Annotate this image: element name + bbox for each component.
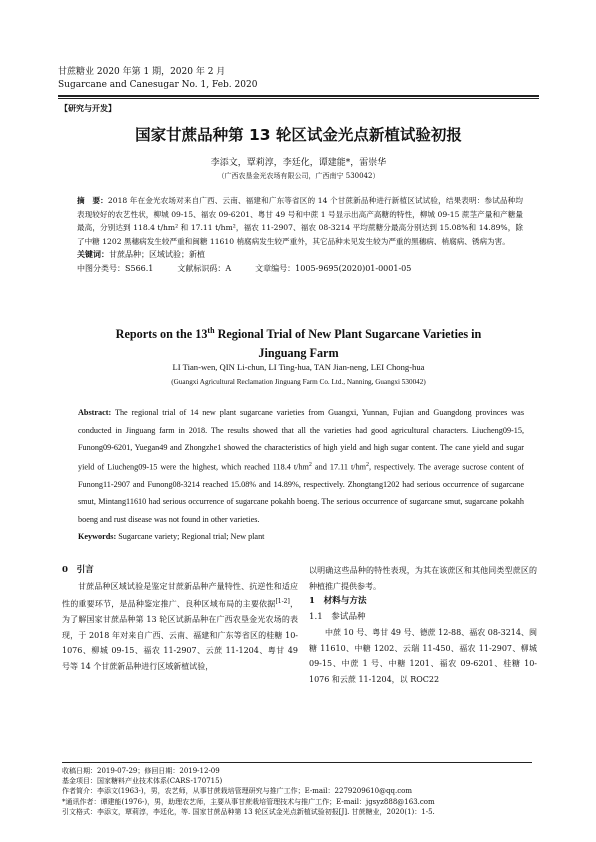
en-title-part2: Regional Trial of New Plant Sugarcane Varieties in [214, 327, 482, 342]
cn-keywords-text: 甘蔗品种；区域试验；新植 [109, 250, 205, 260]
en-sup: 2 [366, 461, 370, 468]
en-abstract-label: Abstract: [78, 408, 112, 417]
doc-code-value: A [225, 263, 232, 273]
footnote-citation: 引文格式：李添文，覃莉淳，李廷化，等. 国家甘蔗品种第 13 轮区试金光点新植试验初报[J]. 甘蔗糖业，2020(1)：1-5. [62, 807, 435, 816]
journal-header-en: Sugarcane and Canesugar No. 1, Feb. 2020 [58, 80, 258, 90]
doc-code-label: 文献标识码： [177, 263, 226, 273]
en-abstract-block [78, 404, 524, 546]
en-abstract-text-c: , respectively. The average sucrose content of Funong11-2907 and Funong08-3214 reached 15.08% and 14.89%, respectively. Zhongtang1202 had serious occurrence of sugarcane smut, Mintang11610 had serious occurrence of sugarcane pokahh boeng. The serious occurrence of sugarcane smut, sugarcane pokahh boeng and rust disease was not found in other varieties. [78, 462, 525, 524]
en-abstract-text-a: The regional trial of 14 new plant sugarcane varieties from Guangxi, Yunnan, Fujian and Guangdong provinces was conducted in Jinguang farm in 2018. The results showed that all the varieties had good agricultural characters. Liucheng09-15, Funong09-6201, Yuegan49 and Zhongzhe1 showed the characteristics of high yield and high sugar content. The cane yield and sugar yield of Liucheng09-15 were the highest, which reached 118.4 t/hm [78, 408, 524, 472]
en-authors: LI Tian-wen, QIN Li-chun, LI Ting-hua, TAN Jian-neng, LEI Chong-hua [172, 362, 425, 372]
en-title-sup: th [207, 326, 215, 335]
footnote-fund: 基金项目：国家糖料产业技术体系(CARS-170715) [62, 777, 223, 786]
header-rule-thick [58, 95, 539, 97]
section-0-text-b: ，为了解国家甘蔗品种第 13 轮区试新品种在广西农垦金光农场的表现，于 2018 年对来自广西、云南、福建和广东等省区的桂糖 10-1076、柳城 09-15、福农 11-2907、云蔗 11-1204、粤甘 49 号等 14 个甘蔗新品种进行区域新植试验， [62, 599, 299, 671]
cn-abstract-block [77, 194, 523, 276]
footnote-rule [62, 762, 532, 763]
en-title-part1: Reports on the 13 [115, 327, 208, 342]
clc-value: S566.1 [125, 263, 154, 273]
cn-abstract-label: 摘 要： [77, 196, 108, 205]
en-affiliation: (Guangxi Agricultural Reclamation Jinguang Farm Co. Ltd., Nanning, Guangxi 530042) [171, 378, 426, 386]
clc-label: 中图分类号： [77, 263, 125, 273]
cn-authors: 李添文，覃莉淳，李廷化，谭建能*，雷崇华 [210, 158, 387, 168]
cn-classification [77, 262, 523, 276]
en-sup: 2 [308, 461, 312, 468]
cn-keywords [77, 248, 523, 262]
en-title-line2: Jinguang Farm [258, 346, 339, 361]
cn-affiliation: （广西农垦金光农场有限公司，广西南宁 530042） [217, 172, 380, 180]
header-rule-thin [58, 98, 539, 99]
cn-abstract [77, 194, 523, 248]
en-keywords-text: Sugarcane variety; Regional trial; New plant [116, 532, 265, 542]
section-1-1-heading: 1.1 参试品种 [309, 611, 366, 622]
footnote-author: 作者简介：李添文(1963-)，男，农艺师，从事甘蔗栽培管理研究与推广工作；E-mail：2279209610@qq.com [62, 787, 413, 796]
section-0-heading: 0 引言 [62, 565, 94, 575]
en-keywords-label: Keywords: [78, 532, 117, 542]
body-column-left [62, 563, 298, 674]
cn-keywords-label: 关键词： [77, 249, 109, 260]
body-column-right [309, 563, 537, 687]
article-no-label: 文章编号： [255, 263, 296, 273]
journal-header-cn: 甘蔗糖业 2020 年第 1 期，2020 年 2 月 [58, 67, 226, 77]
footnote-corresponding: *通讯作者：谭建能(1976-)，男，助理农艺师，主要从事甘蔗栽培管理技术与推广工作；E-mail：jgsyz888@163.com [62, 797, 435, 806]
footnotes [62, 766, 532, 817]
section-0-paragraph [62, 579, 298, 675]
en-keywords [78, 528, 524, 546]
section-tag: 【研究与开发】 [60, 103, 116, 113]
en-title [58, 321, 539, 363]
section-1-1-paragraph: 中蔗 10 号、粤甘 49 号、德蔗 12-88、福农 08-3214、闽糖 11610、中糖 1202、云瑞 11-450、福农 11-2907、柳城 09-15、中蔗 1 号、中糖 1201、福农 09-6201、桂糖 10-1076 和云蔗 11-1204，以 ROC22 [309, 628, 537, 684]
en-abstract-text-b: and 17.11 t/hm [311, 462, 367, 472]
section-1-heading: 1 材料与方法 [309, 596, 367, 606]
section-0-paragraph-continued: 以明确这些品种的特性表现，为其在该蔗区和其他同类型蔗区的种植推广提供参考。 [309, 566, 537, 591]
footnote-received: 收稿日期：2019-07-29；修回日期：2019-12-09 [62, 767, 220, 775]
citation-ref: [1-2] [275, 598, 290, 605]
article-no-value: 1005-9695(2020)01-0001-05 [295, 263, 412, 273]
section-0-text-a: 甘蔗品种区域试验是鉴定甘蔗新品种产量特性、抗逆性和适应性的重要环节，是品种鉴定推广、良种区域布局的主要依据 [62, 581, 298, 609]
cn-abstract-text: 2018 年在金光农场对来自广西、云南、福建和广东等省区的 14 个甘蔗新品种进行新植区试试验，结果表明：参试品种均表现较好的农艺性状，柳城 09-15、福农 09-6201、粤甘 49 号和中蔗 1 号显示出高产高糖的特性，柳城 09-15 蔗茎产量和产糖量最高，分别达到 118.4 t/hm² 和 17.11 t/hm²，福农 11-2907、福农 08-3214 平均蔗糖分最高分别达到 15.08%和 14.89%，除了中糖 1202 黑穗病发生较严重和闽糖 11610 梢腐病发生较严重外，其它品种未见发生较为严重的黑穗病、梢腐病、锈病为害。 [77, 196, 523, 246]
cn-title: 国家甘蔗品种第 13 轮区试金光点新植试验初报 [135, 126, 462, 144]
en-abstract [78, 404, 524, 528]
